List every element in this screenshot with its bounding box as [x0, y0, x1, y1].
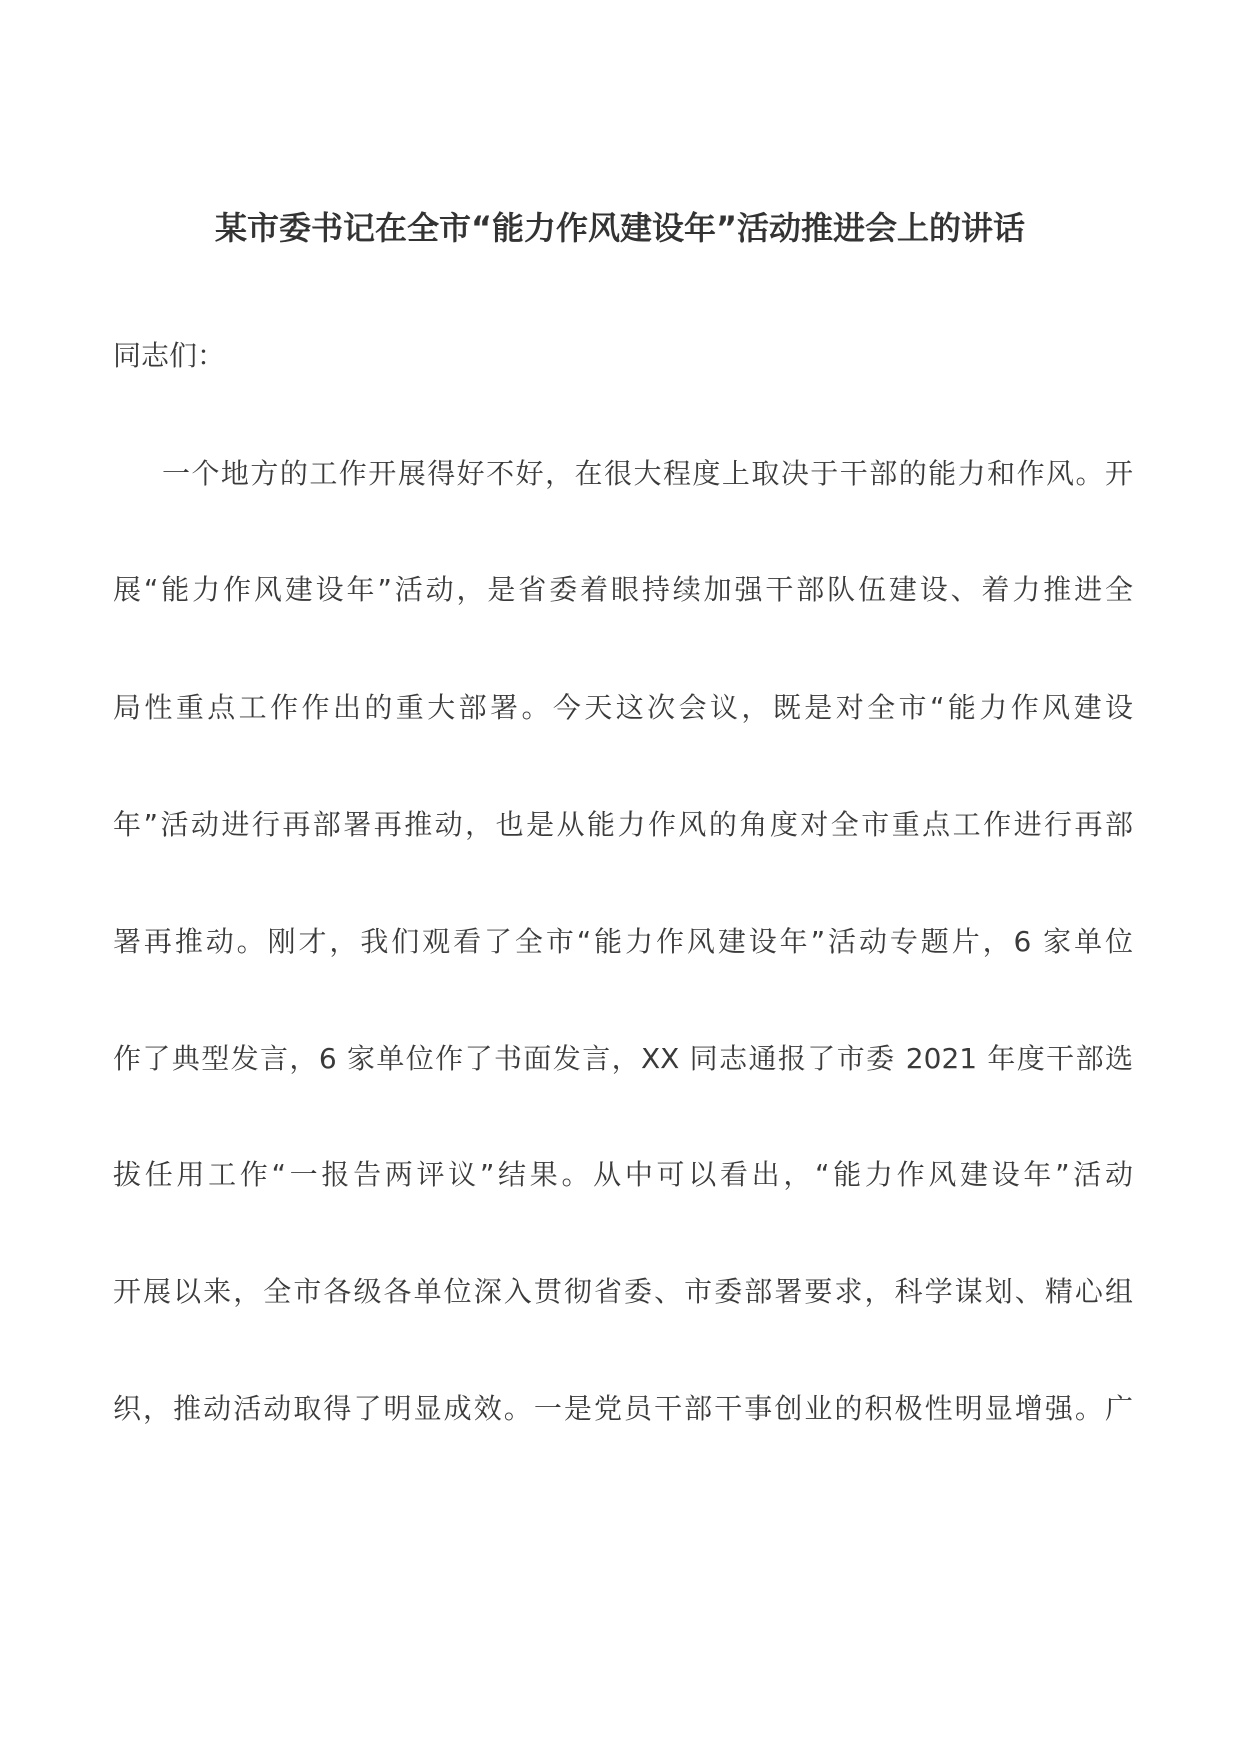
body-line: 拔任用工作“一报告两评议”结果。从中可以看出，“能力作风建设年”活动 — [113, 1158, 1133, 1191]
body-line: 局性重点工作作出的重大部署。今天这次会议，既是对全市“能力作风建设 — [113, 691, 1133, 724]
body-line: 织，推动活动取得了明显成效。一是党员干部干事创业的积极性明显增强。广 — [113, 1392, 1133, 1425]
body-line: 一个地方的工作开展得好不好，在很大程度上取决于干部的能力和作风。开 — [162, 457, 1133, 490]
body-line: 作了典型发言，6 家单位作了书面发言，XX 同志通报了市委 2021 年度干部选 — [113, 1042, 1133, 1075]
body-line: 年”活动进行再部署再推动，也是从能力作风的角度对全市重点工作进行再部 — [113, 808, 1133, 841]
body-line: 署再推动。刚才，我们观看了全市“能力作风建设年”活动专题片，6 家单位 — [113, 925, 1133, 958]
body-line: 展“能力作风建设年”活动，是省委着眼持续加强干部队伍建设、着力推进全 — [113, 573, 1133, 606]
body-line: 开展以来，全市各级各单位深入贯彻省委、市委部署要求，科学谋划、精心组 — [113, 1275, 1133, 1308]
salutation: 同志们： — [113, 339, 226, 372]
document-title: 某市委书记在全市“能力作风建设年”活动推进会上的讲话 — [214, 209, 1026, 247]
